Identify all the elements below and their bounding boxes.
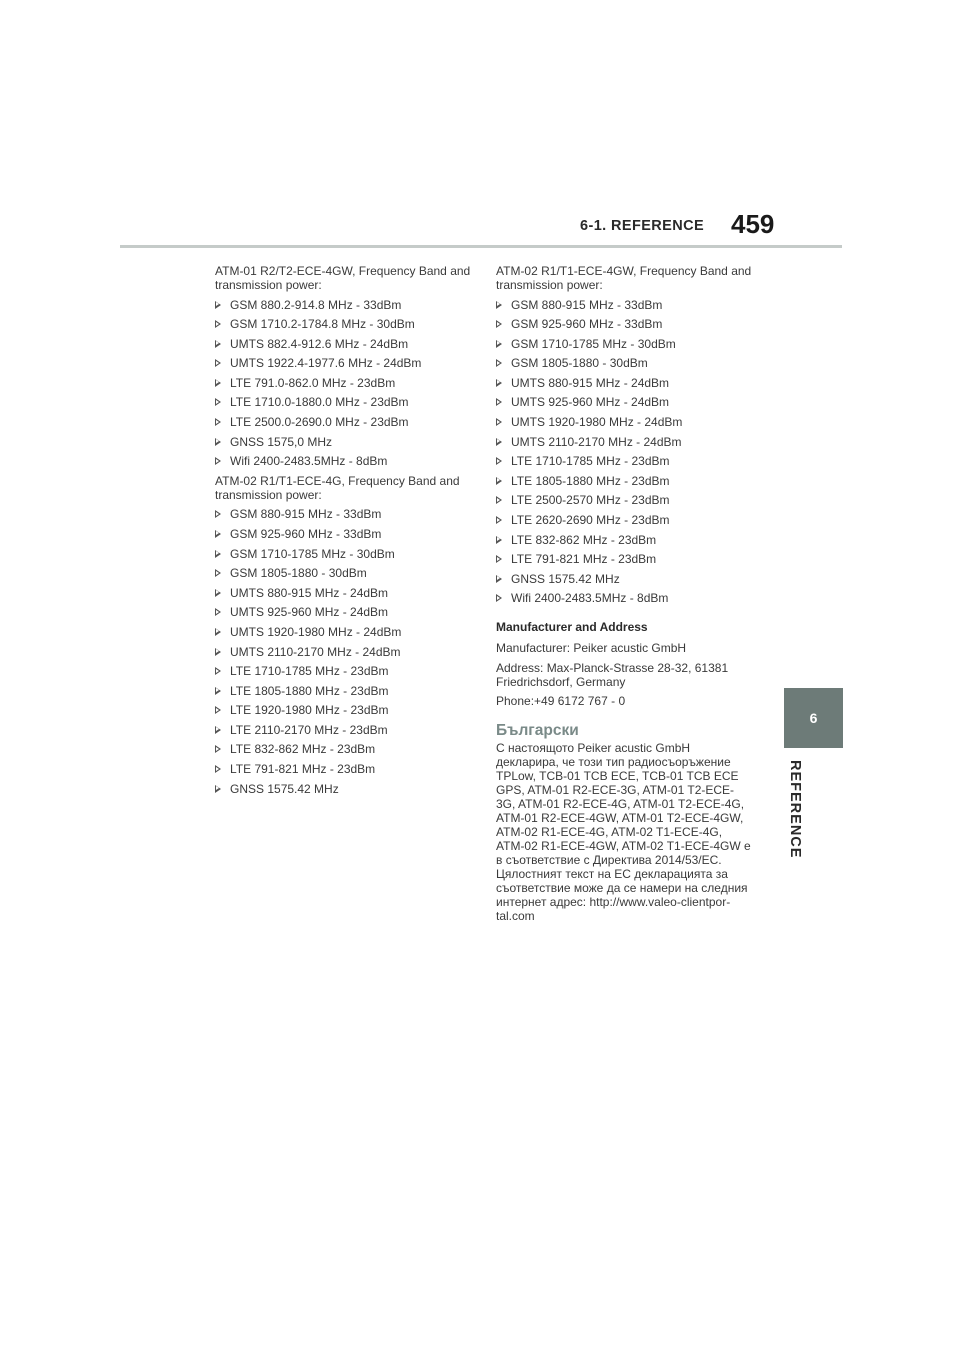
triangle-bullet-icon xyxy=(496,496,502,504)
list-item-text: GNSS 1575.42 MHz xyxy=(230,781,339,796)
list-item xyxy=(215,625,471,645)
triangle-bullet-icon xyxy=(215,301,221,309)
triangle-bullet-icon xyxy=(215,648,221,656)
list-item-text: Wifi 2400-2483.5MHz - 8dBm xyxy=(230,454,388,469)
page-number: 459 xyxy=(731,209,775,239)
triangle-bullet-icon xyxy=(496,340,502,348)
list-item xyxy=(215,415,471,435)
list-item xyxy=(215,586,471,606)
list-item-text: Wifi 2400-2483.5MHz - 8dBm xyxy=(511,591,669,606)
list-item-text: GSM 880-915 MHz - 33dBm xyxy=(511,297,663,312)
list-item xyxy=(215,298,471,318)
atm02-4gw-band-list xyxy=(496,298,752,612)
list-item xyxy=(496,376,752,396)
list-item-text: LTE 791.0-862.0 MHz - 23dBm xyxy=(230,375,396,390)
triangle-bullet-icon xyxy=(496,359,502,367)
list-item xyxy=(496,552,752,572)
triangle-bullet-icon xyxy=(496,379,502,387)
list-item xyxy=(496,337,752,357)
list-item xyxy=(215,317,471,337)
list-item-text: UMTS 880-915 MHz - 24dBm xyxy=(511,375,670,390)
header-divider xyxy=(120,245,842,248)
triangle-bullet-icon xyxy=(215,589,221,597)
list-item xyxy=(215,507,471,527)
list-item-text: UMTS 1920-1980 MHz - 24dBm xyxy=(230,624,402,639)
triangle-bullet-icon xyxy=(215,398,221,406)
list-item xyxy=(215,605,471,625)
list-item-text: LTE 1710-1785 MHz - 23dBm xyxy=(230,664,389,679)
triangle-bullet-icon xyxy=(215,765,221,773)
list-item-text: GSM 880-915 MHz - 33dBm xyxy=(230,507,382,522)
triangle-bullet-icon xyxy=(496,536,502,544)
list-item xyxy=(215,742,471,762)
list-item-text: LTE 2500.0-2690.0 MHz - 23dBm xyxy=(230,415,409,430)
list-item-text: LTE 1805-1880 MHz - 23dBm xyxy=(511,473,670,488)
manufacturer-phone: Phone:+49 6172 767 - 0 xyxy=(496,694,626,708)
left-column xyxy=(215,264,471,801)
list-item xyxy=(215,645,471,665)
list-item xyxy=(496,493,752,513)
list-item-text: GNSS 1575.42 MHz xyxy=(511,571,620,586)
list-item xyxy=(215,723,471,743)
list-item xyxy=(496,474,752,494)
list-item-text: LTE 791-821 MHz - 23dBm xyxy=(511,552,657,567)
list-item-text: UMTS 1920-1980 MHz - 24dBm xyxy=(511,415,683,430)
triangle-bullet-icon xyxy=(215,457,221,465)
list-item xyxy=(496,395,752,415)
list-item xyxy=(215,376,471,396)
triangle-bullet-icon xyxy=(215,687,221,695)
list-item-text: LTE 1710-1785 MHz - 23dBm xyxy=(511,454,670,469)
triangle-bullet-icon xyxy=(215,530,221,538)
bulgarian-heading: Български xyxy=(496,722,579,739)
list-item xyxy=(215,566,471,586)
atm01-band-list xyxy=(215,298,471,474)
list-item-text: LTE 1920-1980 MHz - 23dBm xyxy=(230,703,389,718)
list-item-text: LTE 1710.0-1880.0 MHz - 23dBm xyxy=(230,395,409,410)
list-item xyxy=(496,317,752,337)
triangle-bullet-icon xyxy=(496,301,502,309)
list-item xyxy=(215,337,471,357)
list-item-text: GSM 1805-1880 - 30dBm xyxy=(511,356,648,371)
triangle-bullet-icon xyxy=(215,320,221,328)
list-item-text: UMTS 2110-2170 MHz - 24dBm xyxy=(511,434,682,449)
triangle-bullet-icon xyxy=(496,594,502,602)
triangle-bullet-icon xyxy=(496,516,502,524)
triangle-bullet-icon xyxy=(215,726,221,734)
triangle-bullet-icon xyxy=(496,555,502,563)
list-item-text: LTE 832-862 MHz - 23dBm xyxy=(511,532,657,547)
triangle-bullet-icon xyxy=(215,706,221,714)
triangle-bullet-icon xyxy=(496,398,502,406)
list-item-text: LTE 791-821 MHz - 23dBm xyxy=(230,762,376,777)
list-item-text: UMTS 1922.4-1977.6 MHz - 24dBm xyxy=(230,356,422,371)
triangle-bullet-icon xyxy=(215,628,221,636)
manufacturer-heading: Manufacturer and Address xyxy=(496,620,648,634)
triangle-bullet-icon xyxy=(215,608,221,616)
chapter-tab[interactable]: 6 xyxy=(784,688,843,748)
atm02-4g-intro: ATM-02 R1/T1-ECE-4G, Frequency Band and transmission power: xyxy=(215,473,460,502)
triangle-bullet-icon xyxy=(215,550,221,558)
list-item-text: LTE 1805-1880 MHz - 23dBm xyxy=(230,683,389,698)
triangle-bullet-icon xyxy=(215,569,221,577)
triangle-bullet-icon xyxy=(215,667,221,675)
list-item xyxy=(215,356,471,376)
list-item-text: LTE 832-862 MHz - 23dBm xyxy=(230,742,376,757)
triangle-bullet-icon xyxy=(496,575,502,583)
list-item xyxy=(496,435,752,455)
triangle-bullet-icon xyxy=(215,418,221,426)
list-item-text: GSM 1710.2-1784.8 MHz - 30dBm xyxy=(230,317,415,332)
list-item xyxy=(215,454,471,474)
list-item xyxy=(496,533,752,553)
list-item-text: GSM 1710-1785 MHz - 30dBm xyxy=(230,546,395,561)
list-item xyxy=(496,572,752,592)
list-item-text: UMTS 880-915 MHz - 24dBm xyxy=(230,585,389,600)
list-item xyxy=(496,513,752,533)
list-item-text: LTE 2110-2170 MHz - 23dBm xyxy=(230,722,388,737)
list-item-text: UMTS 882.4-912.6 MHz - 24dBm xyxy=(230,336,409,351)
triangle-bullet-icon xyxy=(215,438,221,446)
triangle-bullet-icon xyxy=(496,418,502,426)
list-item-text: UMTS 2110-2170 MHz - 24dBm xyxy=(230,644,401,659)
list-item xyxy=(215,547,471,567)
triangle-bullet-icon xyxy=(215,359,221,367)
triangle-bullet-icon xyxy=(215,745,221,753)
list-item-text: GSM 1710-1785 MHz - 30dBm xyxy=(511,336,676,351)
atm02-4g-band-list xyxy=(215,507,471,801)
list-item xyxy=(215,762,471,782)
atm01-intro: ATM-01 R2/T2-ECE-4GW, Frequency Band and transmission power: xyxy=(215,264,471,292)
list-item-text: LTE 2620-2690 MHz - 23dBm xyxy=(511,513,670,528)
manufacturer-address: Address: Max-Planck-Strasse 28-32, 61381 Friedrichsdorf, Germany xyxy=(496,660,729,689)
list-item xyxy=(215,395,471,415)
list-item-text: GSM 880.2-914.8 MHz - 33dBm xyxy=(230,297,402,312)
right-column xyxy=(496,264,752,923)
list-item-text: GSM 925-960 MHz - 33dBm xyxy=(230,526,382,541)
list-item xyxy=(496,298,752,318)
list-item xyxy=(496,356,752,376)
triangle-bullet-icon xyxy=(496,457,502,465)
triangle-bullet-icon xyxy=(496,438,502,446)
list-item xyxy=(496,591,752,611)
list-item-text: UMTS 925-960 MHz - 24dBm xyxy=(230,605,389,620)
list-item xyxy=(496,415,752,435)
manufacturer-name: Manufacturer: Peiker acustic GmbH xyxy=(496,641,687,655)
list-item xyxy=(215,527,471,547)
list-item xyxy=(215,703,471,723)
triangle-bullet-icon xyxy=(215,379,221,387)
triangle-bullet-icon xyxy=(215,785,221,793)
atm02-4gw-intro: ATM-02 R1/T1-ECE-4GW, Frequency Band and transmission power: xyxy=(496,264,752,292)
triangle-bullet-icon xyxy=(496,320,502,328)
triangle-bullet-icon xyxy=(496,477,502,485)
triangle-bullet-icon xyxy=(215,340,221,348)
list-item xyxy=(215,782,471,802)
list-item xyxy=(215,684,471,704)
list-item-text: GSM 925-960 MHz - 33dBm xyxy=(511,317,663,332)
triangle-bullet-icon xyxy=(215,510,221,518)
list-item xyxy=(215,435,471,455)
list-item-text: GSM 1805-1880 - 30dBm xyxy=(230,566,367,581)
list-item-text: UMTS 925-960 MHz - 24dBm xyxy=(511,395,670,410)
list-item-text: LTE 2500-2570 MHz - 23dBm xyxy=(511,493,670,508)
section-title: 6-1. REFERENCE xyxy=(580,218,705,234)
bulgarian-declaration: С настоящото Peiker acustic GmbH декларира, че този тип радиосъоръжение TPLow, TCB-01 TCB ECE, TCB-01 TCB ECE GPS, ATM-01 R2-ECE-3G, ATM-01 T2-ECE-3G, ATM-01 R2-ECE-4G, ATM-01 T2-ECE-4G, ATM-01 R2-ECE-4GW, ATM-01 T2-ECE-4GW, ATM-02 R1-ECE-4G, ATM-02 T1-ECE-4G, ATM-02 R1-ECE-4GW, ATM-02 T1-ECE-4GW е в съответствие с Директива 2014/53/ЕС. Цялостният текст на ЕС декларацията за съответствие може да се намери на следния интернет адрес: http://www.valeo-clientpor-tal.com xyxy=(496,741,751,923)
list-item-text: GNSS 1575,0 MHz xyxy=(230,434,333,449)
list-item xyxy=(215,664,471,684)
list-item xyxy=(496,454,752,474)
chapter-label: REFERENCE xyxy=(787,760,803,859)
